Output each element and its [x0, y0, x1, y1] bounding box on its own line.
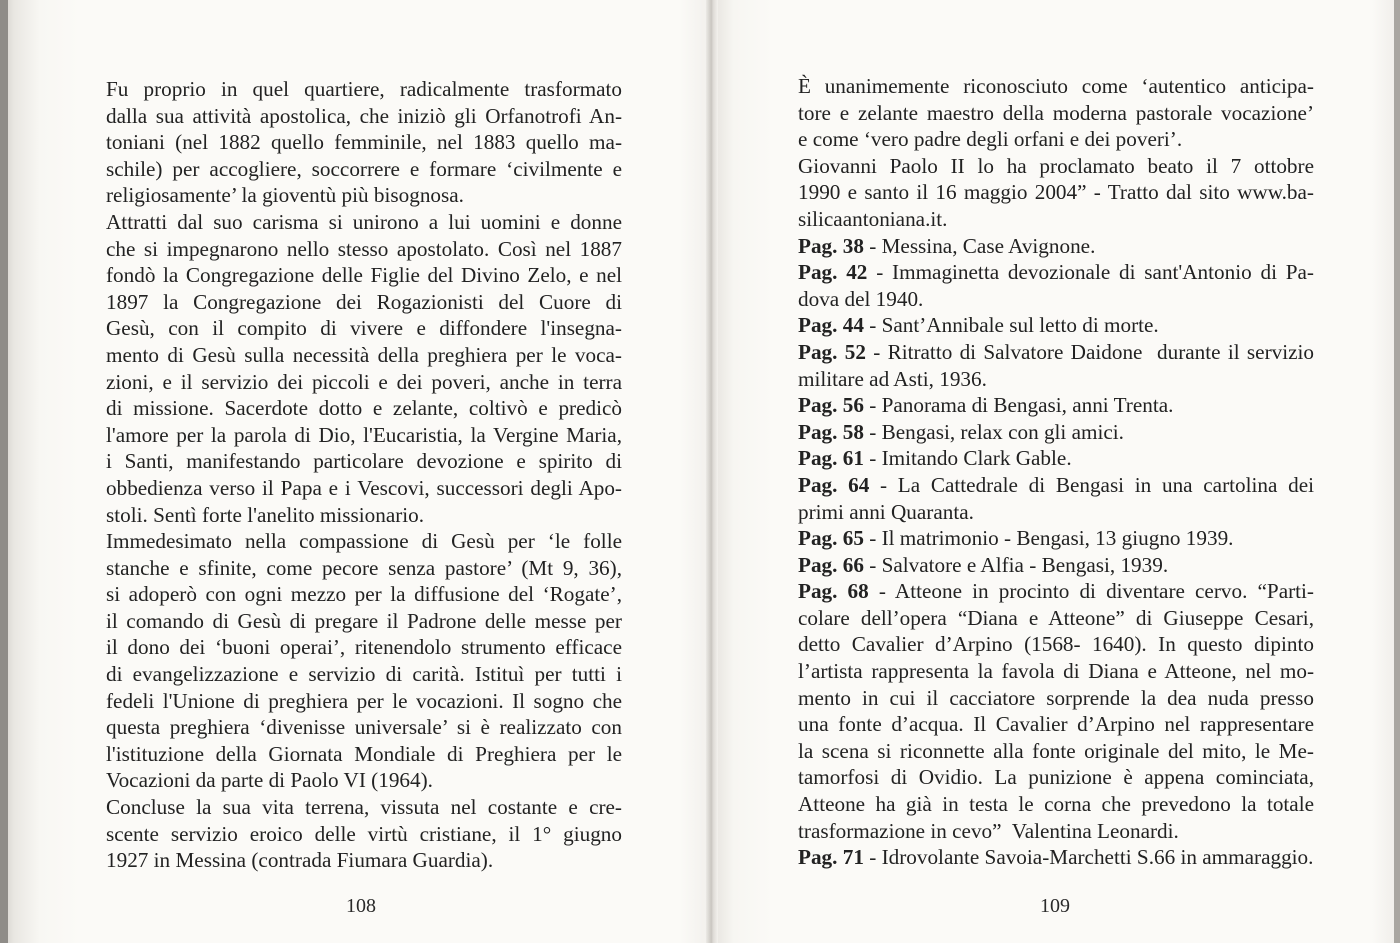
caption-text: - Salvatore e Alfia - Bengasi, 1939. — [863, 552, 1169, 577]
caption-line — [798, 472, 1314, 499]
page-number-left: 108 — [346, 895, 376, 917]
caption-text: detto Cavalier d’Arpino (1568- 1640). In questo dipinto — [798, 632, 1314, 657]
caption-text: trasformazione in cevo” Valentina Leonardi. — [798, 818, 1179, 843]
text-line: zioni, e il servizio dei piccoli e dei poveri, anche in terra — [106, 369, 622, 394]
caption-text: - Immaginetta devozionale di sant'Antonio di Pa- — [867, 260, 1314, 285]
text-line: scente servizio eroico delle virtù cristiane, il 1° giugno — [106, 821, 622, 846]
caption-line — [798, 445, 1314, 472]
text-line: Vocazioni da parte di Paolo VI (1964). — [106, 768, 433, 793]
caption-line — [798, 685, 1314, 712]
text-line: Attratti dal suo carisma si unirono a lui uomini e donne — [106, 209, 622, 234]
caption-line — [798, 499, 1314, 526]
page-reference-label: Pag. 38 — [798, 233, 864, 258]
text-line: stoli. Sentì forte l'anelito missionario. — [106, 502, 425, 527]
caption-line — [798, 658, 1314, 685]
caption-text: primi anni Quaranta. — [798, 499, 974, 524]
caption-line — [798, 605, 1314, 632]
text-line: l'amore per la parola di Dio, l'Eucaristia, la Vergine Maria, — [106, 422, 622, 447]
caption-text: - La Cattedrale di Bengasi in una cartolina dei — [869, 472, 1314, 497]
text-line: fedeli l'Unione di preghiera per le vocazioni. Il sogno che — [106, 688, 622, 713]
text-line: si adoperò con ogni mezzo per la diffusione del ‘Rogate’, — [106, 582, 622, 607]
left-page-body-text — [106, 76, 622, 874]
caption-text: - Bengasi, relax con gli amici. — [863, 419, 1124, 444]
caption-text: - Imitando Clark Gable. — [863, 446, 1072, 471]
text-line: stanche e sfinite, come pecore senza pastore’ (Mt 9, 36), — [106, 555, 622, 580]
page-reference-label: Pag. 66 — [798, 552, 864, 577]
caption-line — [798, 366, 1314, 393]
caption-line — [798, 525, 1314, 552]
text-line: mento di Gesù sulla necessità della preghiera per le voca- — [106, 342, 622, 367]
text-line: 1990 e santo il 16 maggio 2004” - Tratto dal sito www.ba- — [798, 180, 1314, 205]
caption-text: la scena si riconnette alla fonte originale del mito, le Me- — [798, 738, 1314, 763]
text-line: Concluse la sua vita terrena, vissuta nel costante e cre- — [106, 795, 622, 820]
page-reference-label: Pag. 61 — [798, 446, 864, 471]
text-line: silicaantoniana.it. — [798, 206, 948, 231]
text-line: fondò la Congregazione delle Figlie del Divino Zelo, e nel — [106, 263, 622, 288]
text-line: il dono dei ‘buoni operai’, ritenendolo strumento efficace — [106, 635, 622, 660]
page-reference-label: Pag. 65 — [798, 526, 864, 551]
caption-line — [798, 578, 1314, 605]
caption-text: militare ad Asti, 1936. — [798, 366, 987, 391]
text-line: 1927 in Messina (contrada Fiumara Guardia). — [106, 848, 494, 873]
caption-line — [798, 818, 1314, 845]
caption-line — [798, 286, 1314, 313]
page-edge-right — [1394, 0, 1400, 943]
caption-line — [798, 312, 1314, 339]
text-line: religiosamente’ la gioventù più bisognosa. — [106, 183, 464, 208]
text-line: questa preghiera ‘divenisse universale’ si è realizzato con — [106, 715, 622, 740]
caption-text: - Idrovolante Savoia-Marchetti S.66 in ammaraggio. — [863, 845, 1314, 870]
text-line: obbedienza verso il Papa e i Vescovi, successori degli Apo- — [106, 475, 622, 500]
caption-line — [798, 233, 1314, 260]
caption-text: - Atteone in procinto di diventare cervo. “Parti- — [868, 579, 1314, 604]
caption-text: tamorfosi di Ovidio. La punizione è appena cominciata, — [798, 765, 1314, 790]
text-line: Fu proprio in quel quartiere, radicalmente trasformato — [106, 77, 622, 101]
caption-text: - Sant’Annibale sul letto di morte. — [863, 313, 1159, 338]
text-line: Gesù, con il compito di vivere e diffondere l'insegna- — [106, 316, 622, 341]
caption-line — [798, 339, 1314, 366]
caption-line — [798, 738, 1314, 765]
text-line: È unanimemente riconosciuto come ‘autentico anticipa- — [798, 74, 1314, 98]
text-line: Immedesimato nella compassione di Gesù per ‘le folle — [106, 529, 622, 554]
text-line: 1897 la Congregazione dei Rogazionisti del Cuore di — [106, 289, 622, 314]
caption-line — [798, 711, 1314, 738]
caption-line — [798, 392, 1314, 419]
text-line: i Santi, manifestando particolare devozione e spirito di — [106, 449, 622, 474]
text-line: e come ‘vero padre degli orfani e dei poveri’. — [798, 127, 1183, 152]
page-reference-label: Pag. 58 — [798, 419, 864, 444]
caption-text: - Il matrimonio - Bengasi, 13 giugno 1939. — [863, 526, 1234, 551]
page-reference-label: Pag. 71 — [798, 845, 864, 870]
caption-line — [798, 419, 1314, 446]
caption-text: - Messina, Case Avignone. — [863, 233, 1096, 258]
caption-line — [798, 259, 1314, 286]
caption-text: una fonte d’acqua. Il Cavalier d’Arpino nel rappresentare — [798, 712, 1314, 737]
page-number-right: 109 — [1040, 895, 1070, 917]
page-reference-label: Pag. 44 — [798, 313, 864, 338]
text-line: il comando di Gesù di pregare il Padrone delle messe per — [106, 608, 622, 633]
page-reference-label: Pag. 64 — [798, 472, 870, 497]
page-reference-label: Pag. 56 — [798, 393, 864, 418]
page-reference-label: Pag. 42 — [798, 260, 868, 285]
text-line: toniani (nel 1882 quello femminile, nel 1883 quello ma- — [106, 130, 622, 155]
text-line: che si impegnarono nello stesso apostolato. Così nel 1887 — [106, 236, 622, 261]
caption-line — [798, 791, 1314, 818]
caption-text: mento in cui il cacciatore sorprende la dea nuda presso — [798, 685, 1314, 710]
caption-text: l’artista rappresenta la favola di Diana e Atteone, nel mo- — [798, 659, 1314, 684]
caption-text: Atteone ha già in testa le corna che prevedono la totale — [798, 792, 1314, 817]
caption-text: colare dell’opera “Diana e Atteone” di Giuseppe Cesari, — [798, 605, 1314, 630]
text-line: l'istituzione della Giornata Mondiale di Preghiera per le — [106, 741, 622, 766]
text-line: di evangelizzazione e servizio di carità. Istituì per tutti i — [106, 662, 622, 687]
caption-text: - Panorama di Bengasi, anni Trenta. — [863, 393, 1174, 418]
book-gutter — [706, 0, 718, 943]
text-line: dalla sua attività apostolica, che iniziò gli Orfanotrofi An- — [106, 103, 622, 128]
caption-line — [798, 764, 1314, 791]
caption-line — [798, 844, 1314, 871]
text-line: schile) per accogliere, soccorrere e formare ‘civilmente e — [106, 156, 622, 181]
page-reference-label: Pag. 68 — [798, 579, 869, 604]
caption-line — [798, 631, 1314, 658]
caption-text: - Ritratto di Salvatore Daidone durante il servizio — [865, 339, 1314, 364]
page-reference-label: Pag. 52 — [798, 339, 866, 364]
caption-line — [798, 552, 1314, 579]
caption-text: dova del 1940. — [798, 286, 924, 311]
text-line: di missione. Sacerdote dotto e zelante, coltivò e predicò — [106, 396, 622, 421]
text-line: tore e zelante maestro della moderna pastorale vocazione’ — [798, 100, 1314, 125]
right-page-body-text — [798, 73, 1314, 871]
text-line: Giovanni Paolo II lo ha proclamato beato il 7 ottobre — [798, 153, 1314, 178]
page-edge-left — [0, 0, 8, 943]
